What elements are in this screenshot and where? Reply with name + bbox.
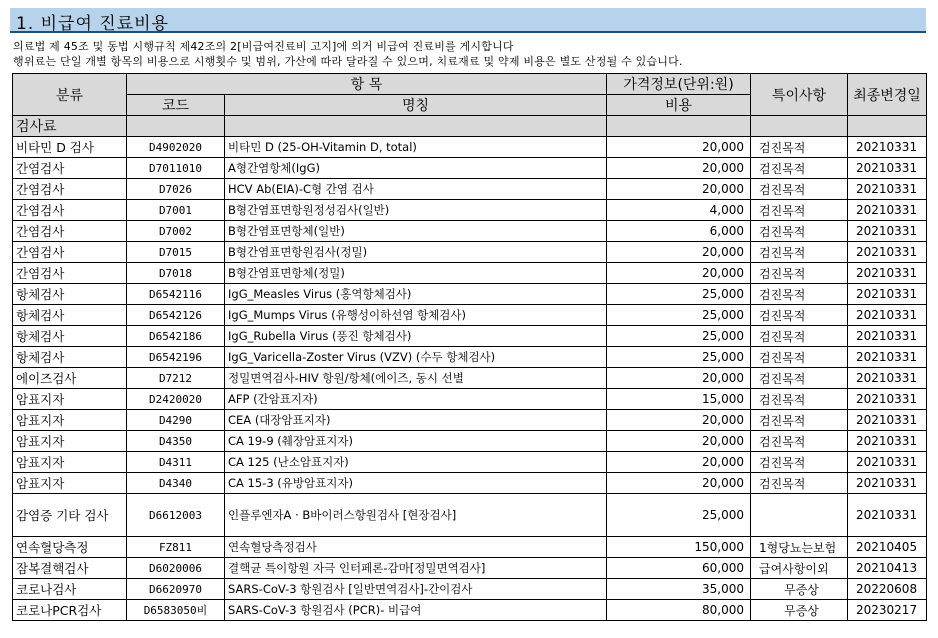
row-division: 암표지자 — [13, 473, 127, 494]
row-cost: 60,000 — [607, 558, 751, 579]
row-date: 20230217 — [848, 600, 927, 621]
fee-table — [12, 73, 927, 621]
row-name: IgG_Varicella-Zoster Virus (VZV) (수두 항체검사) — [225, 347, 607, 368]
table-row — [13, 600, 927, 621]
row-cost: 20,000 — [607, 431, 751, 452]
row-division: 연속혈당측정 — [13, 537, 127, 558]
row-date: 20210331 — [848, 137, 927, 158]
row-code: FZ811 — [127, 537, 225, 558]
row-note: 검진목적 — [751, 137, 848, 158]
row-date: 20210331 — [848, 179, 927, 200]
row-note: 검진목적 — [751, 242, 848, 263]
row-cost: 35,000 — [607, 579, 751, 600]
row-name: HCV Ab(EIA)-C형 간염 검사 — [225, 179, 607, 200]
row-date: 20210413 — [848, 558, 927, 579]
header-price-info: 가격정보(단위:원) — [607, 74, 751, 95]
row-note: 검진목적 — [751, 389, 848, 410]
table-row — [13, 494, 927, 537]
row-note: 무증상 — [751, 600, 848, 621]
table-row — [13, 579, 927, 600]
row-cost: 25,000 — [607, 284, 751, 305]
row-date: 20220608 — [848, 579, 927, 600]
row-name: CA 19-9 (췌장암표지자) — [225, 431, 607, 452]
row-name: B형간염표면항원정성검사(일반) — [225, 200, 607, 221]
row-cost: 20,000 — [607, 158, 751, 179]
row-name: CA 15-3 (유방암표지자) — [225, 473, 607, 494]
row-note: 검진목적 — [751, 179, 848, 200]
row-cost: 25,000 — [607, 494, 751, 537]
header-item: 항 목 — [127, 74, 607, 95]
table-row — [13, 431, 927, 452]
row-date: 20210331 — [848, 452, 927, 473]
row-cost: 20,000 — [607, 242, 751, 263]
row-division: 암표지자 — [13, 431, 127, 452]
row-name: A형간염항체(IgG) — [225, 158, 607, 179]
row-code: D4902020 — [127, 137, 225, 158]
row-note: 검진목적 — [751, 347, 848, 368]
table-row — [13, 368, 927, 389]
category-label: 검사료 — [13, 116, 127, 137]
row-code: D4311 — [127, 452, 225, 473]
row-cost: 20,000 — [607, 452, 751, 473]
row-code: D2420020 — [127, 389, 225, 410]
row-cost: 25,000 — [607, 305, 751, 326]
table-row — [13, 284, 927, 305]
row-cost: 4,000 — [607, 200, 751, 221]
row-date: 20210331 — [848, 284, 927, 305]
row-note: 검진목적 — [751, 221, 848, 242]
row-division: 에이즈검사 — [13, 368, 127, 389]
table-row — [13, 410, 927, 431]
row-name: B형간염표면항체(정밀) — [225, 263, 607, 284]
header-updated: 최종변경일 — [848, 74, 927, 116]
row-division: 간염검사 — [13, 221, 127, 242]
row-division: 항체검사 — [13, 326, 127, 347]
category-row — [13, 116, 927, 137]
row-note: 급여사항이외 — [751, 558, 848, 579]
row-code: D7026 — [127, 179, 225, 200]
row-date: 20210331 — [848, 347, 927, 368]
row-division: 비타민 D 검사 — [13, 137, 127, 158]
row-name: SARS-CoV-3 항원검사 [일반면역검사]-간이검사 — [225, 579, 607, 600]
row-division: 항체검사 — [13, 305, 127, 326]
table-row — [13, 389, 927, 410]
row-name: B형간염표면항체(일반) — [225, 221, 607, 242]
section-title: 1. 비급여 진료비용 — [16, 14, 169, 34]
section-title-bar — [10, 8, 926, 33]
row-cost: 20,000 — [607, 179, 751, 200]
intro-line-2: 행위료는 단일 개별 항목의 비용으로 시행횟수 및 범위, 가산에 따라 달라질 수 있으며, 치료재료 및 약제 비용은 별도 산정될 수 있습니다. — [13, 55, 683, 68]
row-cost: 25,000 — [607, 347, 751, 368]
row-cost: 80,000 — [607, 600, 751, 621]
row-note: 검진목적 — [751, 263, 848, 284]
row-date: 20210331 — [848, 221, 927, 242]
row-name: IgG_Rubella Virus (풍진 항체검사) — [225, 326, 607, 347]
row-date: 20210331 — [848, 410, 927, 431]
row-name: 인플루엔자A · B바이러스항원검사 [현장검사] — [225, 494, 607, 537]
row-date: 20210331 — [848, 368, 927, 389]
row-division: 암표지자 — [13, 452, 127, 473]
row-cost: 20,000 — [607, 263, 751, 284]
row-date: 20210405 — [848, 537, 927, 558]
row-division: 코로나PCR검사 — [13, 600, 127, 621]
row-cost: 6,000 — [607, 221, 751, 242]
row-note: 무증상 — [751, 579, 848, 600]
row-note: 검진목적 — [751, 305, 848, 326]
header-cost: 비용 — [607, 95, 751, 116]
row-division: 암표지자 — [13, 389, 127, 410]
header-note: 특이사항 — [751, 74, 848, 116]
row-date: 20210331 — [848, 473, 927, 494]
table-row — [13, 473, 927, 494]
row-note: 검진목적 — [751, 200, 848, 221]
table-row — [13, 305, 927, 326]
row-name: CA 125 (난소암표지자) — [225, 452, 607, 473]
row-code: D6542186 — [127, 326, 225, 347]
row-date: 20210331 — [848, 263, 927, 284]
row-name: SARS-CoV-3 항원검사 (PCR)- 비급여 — [225, 600, 607, 621]
row-cost: 20,000 — [607, 410, 751, 431]
row-date: 20210331 — [848, 431, 927, 452]
table-row — [13, 200, 927, 221]
row-division: 간염검사 — [13, 179, 127, 200]
row-code: D7015 — [127, 242, 225, 263]
row-note: 검진목적 — [751, 473, 848, 494]
table-row — [13, 221, 927, 242]
row-name: CEA (대장암표지자) — [225, 410, 607, 431]
row-note: 검진목적 — [751, 452, 848, 473]
header-name: 명칭 — [225, 95, 607, 116]
row-cost: 15,000 — [607, 389, 751, 410]
row-code: D7212 — [127, 368, 225, 389]
table-row — [13, 537, 927, 558]
row-name: IgG_Measles Virus (홍역항체검사) — [225, 284, 607, 305]
table-row — [13, 158, 927, 179]
header-code: 코드 — [127, 95, 225, 116]
row-date: 20210331 — [848, 305, 927, 326]
row-note — [751, 494, 848, 537]
row-name: B형간염표면항원검사(정밀) — [225, 242, 607, 263]
row-code: D6583050비 — [127, 600, 225, 621]
row-name: AFP (간암표지자) — [225, 389, 607, 410]
table-row — [13, 179, 927, 200]
table-row — [13, 452, 927, 473]
table-row — [13, 242, 927, 263]
row-cost: 20,000 — [607, 368, 751, 389]
row-name: 비타민 D (25-OH-Vitamin D, total) — [225, 137, 607, 158]
row-cost: 150,000 — [607, 537, 751, 558]
row-date: 20210331 — [848, 158, 927, 179]
row-code: D6612003 — [127, 494, 225, 537]
row-code: D7001 — [127, 200, 225, 221]
row-code: D7002 — [127, 221, 225, 242]
row-note: 검진목적 — [751, 284, 848, 305]
row-code: D4350 — [127, 431, 225, 452]
row-name: IgG_Mumps Virus (유행성이하선염 항체검사) — [225, 305, 607, 326]
row-date: 20210331 — [848, 389, 927, 410]
row-date: 20210331 — [848, 200, 927, 221]
row-code: D6542126 — [127, 305, 225, 326]
row-division: 암표지자 — [13, 410, 127, 431]
row-division: 간염검사 — [13, 158, 127, 179]
row-cost: 20,000 — [607, 473, 751, 494]
table-row — [13, 263, 927, 284]
row-code: D7018 — [127, 263, 225, 284]
row-division: 감염증 기타 검사 — [13, 494, 127, 537]
row-note: 검진목적 — [751, 158, 848, 179]
row-code: D4340 — [127, 473, 225, 494]
row-division: 간염검사 — [13, 263, 127, 284]
row-note: 검진목적 — [751, 431, 848, 452]
row-code: D6542116 — [127, 284, 225, 305]
row-division: 잠복결핵검사 — [13, 558, 127, 579]
intro-line-1: 의료법 제 45조 및 동법 시행규칙 제42조의 2[비급여진료비 고지]에 의거 비급여 진료비를 게시합니다 — [13, 40, 514, 53]
row-date: 20210331 — [848, 326, 927, 347]
row-note: 검진목적 — [751, 368, 848, 389]
row-cost: 20,000 — [607, 137, 751, 158]
row-division: 항체검사 — [13, 284, 127, 305]
row-date: 20210331 — [848, 242, 927, 263]
table-row — [13, 137, 927, 158]
row-code: D4290 — [127, 410, 225, 431]
row-note: 검진목적 — [751, 410, 848, 431]
row-name: 정밀면역검사-HIV 항원/항체(에이즈, 동시 선별 — [225, 368, 607, 389]
row-division: 코로나검사 — [13, 579, 127, 600]
row-division: 항체검사 — [13, 347, 127, 368]
row-note: 1형당뇨는보험 — [751, 537, 848, 558]
row-name: 연속혈당측정검사 — [225, 537, 607, 558]
row-division: 간염검사 — [13, 200, 127, 221]
table-row — [13, 347, 927, 368]
row-code: D7011010 — [127, 158, 225, 179]
header-division: 분류 — [13, 74, 127, 116]
row-code: D6542196 — [127, 347, 225, 368]
row-code: D6020006 — [127, 558, 225, 579]
row-name: 결핵균 특이항원 자극 인터페론-감마[정밀면역검사] — [225, 558, 607, 579]
table-row — [13, 558, 927, 579]
row-note: 검진목적 — [751, 326, 848, 347]
row-cost: 25,000 — [607, 326, 751, 347]
table-row — [13, 326, 927, 347]
row-date: 20210331 — [848, 494, 927, 537]
row-division: 간염검사 — [13, 242, 127, 263]
row-code: D6620970 — [127, 579, 225, 600]
